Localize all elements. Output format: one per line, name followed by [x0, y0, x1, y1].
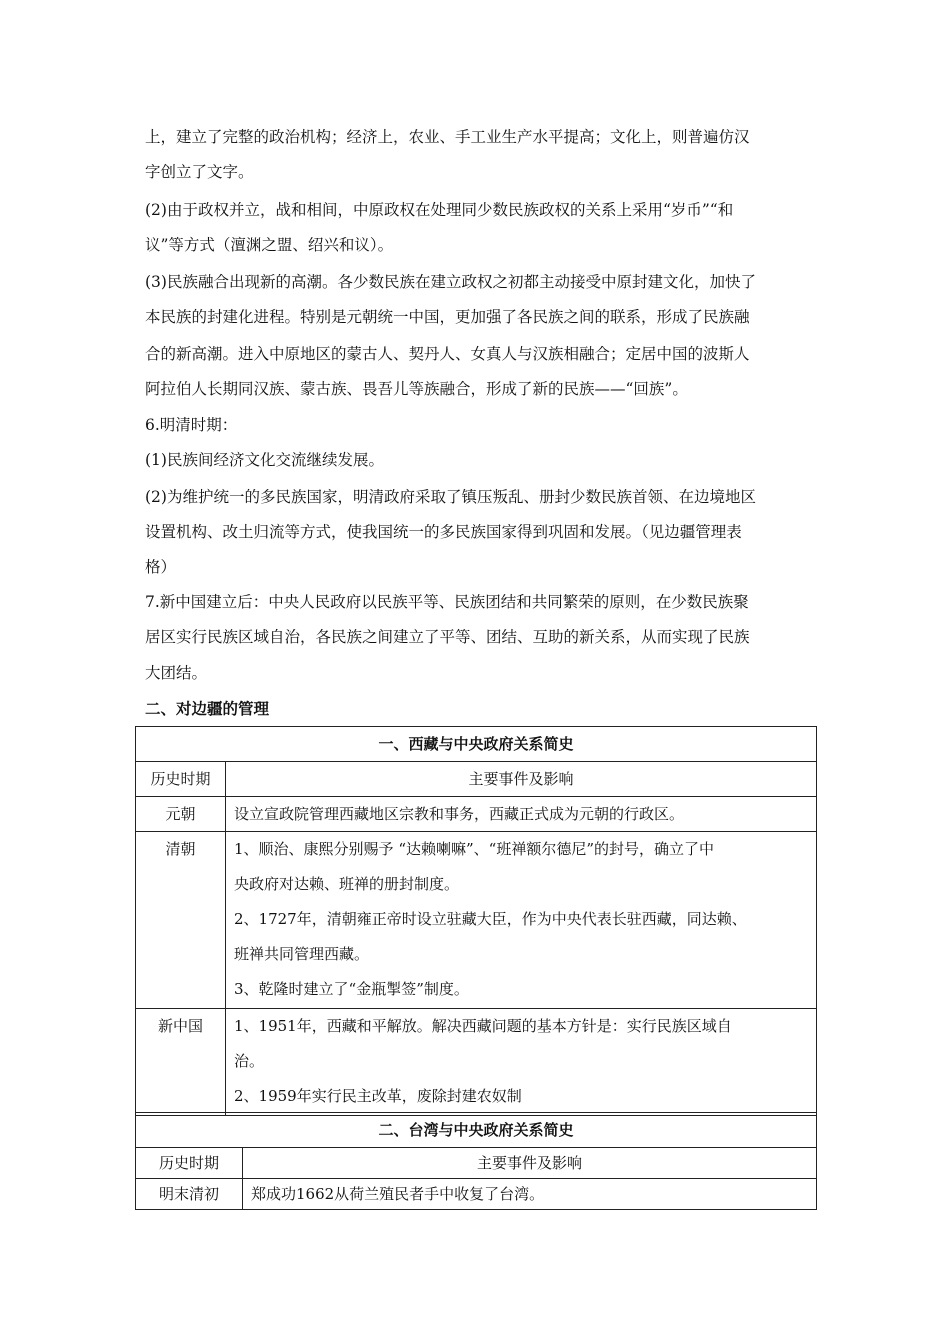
section-heading: 二、对边疆的管理 — [145, 700, 270, 718]
event-line: 2、1727年，清朝雍正帝时设立驻藏大臣，作为中央代表长驻西藏，同达赖、 — [234, 910, 747, 928]
paragraph-line: 6.明清时期： — [145, 416, 238, 434]
event-line: 郑成功1662从荷兰殖民者手中收复了台湾。 — [251, 1185, 545, 1203]
taiwan-table — [135, 1112, 817, 1210]
paragraph-line: 7.新中国建立后：中央人民政府以民族平等、民族团结和共同繁荣的原则，在少数民族聚 — [145, 593, 749, 611]
table-row — [136, 797, 817, 832]
period-cell: 明末清初 — [136, 1179, 243, 1210]
header-period: 历史时期 — [136, 762, 226, 797]
paragraph-line: 格） — [145, 558, 177, 576]
paragraph-line: 议”等方式（澶渊之盟、绍兴和议）。 — [145, 236, 394, 254]
period-cell: 元朝 — [136, 797, 226, 832]
event-line: 2、1959年实行民主改革，废除封建农奴制 — [234, 1087, 522, 1105]
table-row — [136, 1179, 817, 1210]
event-line: 班禅共同管理西藏。 — [234, 945, 370, 963]
paragraph-line: (2)为维护统一的多民族国家，明清政府采取了镇压叛乱、册封少数民族首领、在边境地区 — [145, 488, 756, 506]
table-title: 一、西藏与中央政府关系简史 — [136, 727, 817, 762]
header-events: 主要事件及影响 — [226, 762, 817, 797]
table-row — [136, 1009, 817, 1116]
paragraph-line: (1)民族间经济文化交流继续发展。 — [145, 451, 384, 469]
table-title: 二、台湾与中央政府关系简史 — [136, 1113, 817, 1148]
paragraph-line: 本民族的封建化进程。特别是元朝统一中国，更加强了各民族之间的联系，形成了民族融 — [145, 308, 750, 326]
paragraph-line: 大团结。 — [145, 664, 208, 682]
table-row — [136, 832, 817, 1009]
period-cell: 新中国 — [136, 1009, 226, 1116]
paragraph-line: 合的新高潮。进入中原地区的蒙古人、契丹人、女真人与汉族相融合；定居中国的波斯人 — [145, 345, 750, 363]
paragraph-line: (2)由于政权并立，战和相间，中原政权在处理同少数民族政权的关系上采用“岁币”“和 — [145, 201, 734, 219]
event-line: 3、乾隆时建立了“金瓶掣签”制度。 — [234, 980, 469, 998]
event-line: 央政府对达赖、班禅的册封制度。 — [234, 875, 460, 893]
paragraph-line: 上，建立了完整的政治机构；经济上，农业、手工业生产水平提高；文化上，则普遍仿汉 — [145, 128, 750, 146]
paragraph-line: 居区实行民族区域自治，各民族之间建立了平等、团结、互助的新关系，从而实现了民族 — [145, 628, 750, 646]
header-period: 历史时期 — [136, 1148, 243, 1179]
paragraph-line: (3)民族融合出现新的高潮。各少数民族在建立政权之初都主动接受中原封建文化，加快了 — [145, 273, 756, 291]
period-cell: 清朝 — [136, 832, 226, 1009]
paragraph-line: 设置机构、改土归流等方式，使我国统一的多民族国家得到巩固和发展。（见边疆管理表 — [145, 523, 742, 541]
tibet-table — [135, 726, 817, 1116]
paragraph-line: 字创立了文字。 — [145, 163, 254, 181]
event-line: 1、顺治、康熙分别赐予 “达赖喇嘛”、“班禅额尔德尼”的封号，确立了中 — [234, 840, 714, 858]
paragraph-line: 阿拉伯人长期同汉族、蒙古族、畏吾儿等族融合，形成了新的民族——“回族”。 — [145, 380, 688, 398]
header-events: 主要事件及影响 — [243, 1148, 817, 1179]
event-line: 治。 — [234, 1052, 265, 1070]
event-line: 1、1951年，西藏和平解放。解决西藏问题的基本方针是：实行民族区域自 — [234, 1017, 732, 1035]
event-line: 设立宣政院管理西藏地区宗教和事务，西藏正式成为元朝的行政区。 — [234, 805, 685, 823]
